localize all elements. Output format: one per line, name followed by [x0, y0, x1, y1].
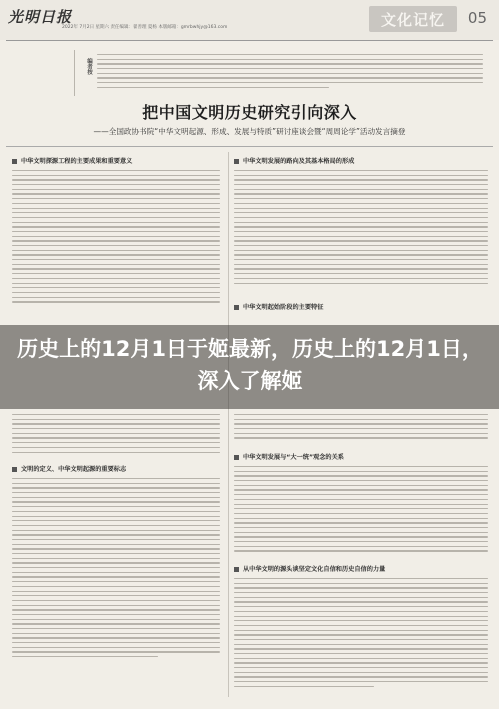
headline-rule — [6, 146, 493, 147]
article-heading — [12, 156, 132, 165]
article-title: 中华文明探源工程的主要成果和重要意义 — [21, 158, 133, 165]
overlay-title: 历史上的12月1日于姬最新，历史上的12月1日，深入了解姬 — [17, 337, 483, 393]
bullet-icon — [12, 159, 17, 164]
article-body — [234, 170, 488, 287]
bullet-icon — [234, 567, 239, 572]
article-title: 中华文明发展与“大一统”观念的关系 — [243, 454, 344, 461]
title-overlay — [0, 325, 499, 409]
subtitle: ——全国政协书院“中华文明起源、形成、发展与特质”研讨座谈会暨“周周论学”活动发言摘登 — [93, 127, 406, 136]
bullet-icon — [12, 467, 17, 472]
editor-note-text — [97, 54, 483, 92]
section-badge — [369, 6, 457, 32]
article-heading — [234, 156, 354, 165]
masthead-rule — [6, 40, 493, 41]
issue-line: 2022年 7月2日 星期六 责任编辑：翟善理 夏杨 本版邮箱：gmrbwhjy@163.com — [62, 25, 228, 30]
article-heading — [234, 564, 385, 573]
masthead — [0, 0, 499, 40]
article-title: 中华文明发展的路向及其基本格局的形成 — [243, 158, 355, 165]
article-heading — [234, 452, 344, 461]
bullet-icon — [234, 305, 239, 310]
article-title: 文明的定义、中华文明起源的重要标志 — [21, 466, 127, 473]
article-title: 从中华文明的源头谈坚定文化自信和历史自信的力量 — [243, 566, 386, 573]
article-heading — [234, 302, 323, 311]
editor-note — [74, 50, 489, 96]
article-heading — [12, 464, 126, 473]
column-divider — [228, 152, 229, 697]
section-name: 文化记忆 — [380, 10, 445, 29]
article-body — [12, 170, 220, 306]
editor-note-label: 编者按 — [86, 58, 92, 75]
article-body — [234, 578, 488, 691]
headline: 把中国文明历史研究引向深入 — [142, 103, 357, 122]
article-body — [234, 414, 488, 442]
newspaper-logo: 光明日报 — [8, 8, 73, 26]
page-number: 05 — [467, 9, 487, 27]
bullet-icon — [234, 159, 239, 164]
article-body — [234, 466, 488, 555]
article-body — [12, 414, 220, 456]
bullet-icon — [234, 455, 239, 460]
article-body — [12, 478, 220, 661]
article-title: 中华文明起始阶段的主要特征 — [243, 304, 324, 311]
